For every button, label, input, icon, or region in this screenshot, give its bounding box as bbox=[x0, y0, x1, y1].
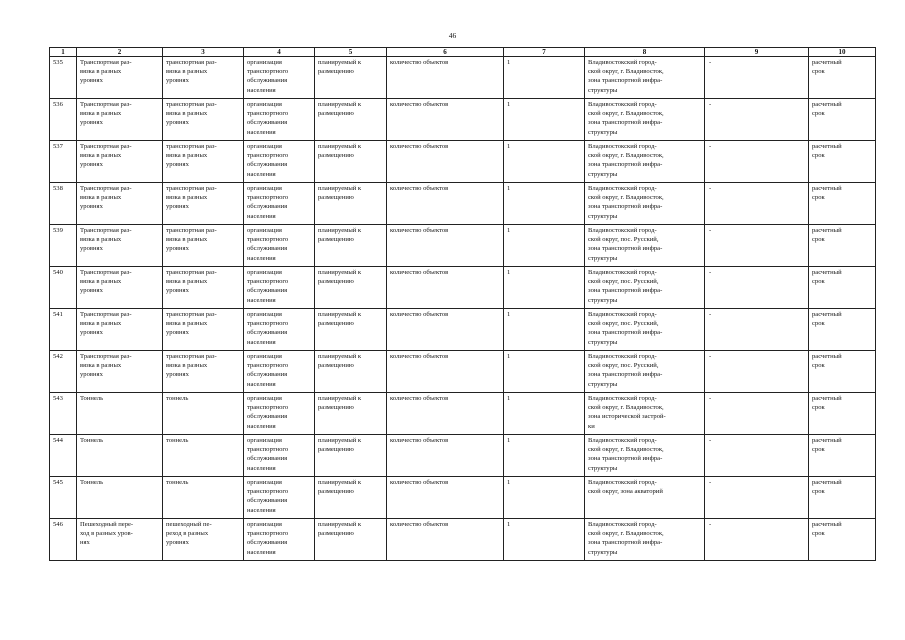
row-number-cell: 540 bbox=[50, 267, 77, 309]
protection-zone-cell: - bbox=[705, 225, 809, 267]
characteristic-cell: количество объектов bbox=[387, 477, 504, 519]
implementation-period-cell: расчетный срок bbox=[809, 183, 876, 225]
status-cell: планируемый к размещению bbox=[315, 57, 387, 99]
status-cell: планируемый к размещению bbox=[315, 225, 387, 267]
object-type-cell: тоннель bbox=[163, 393, 244, 435]
status-cell: планируемый к размещению bbox=[315, 141, 387, 183]
value-cell: 1 bbox=[504, 267, 585, 309]
protection-zone-cell: - bbox=[705, 519, 809, 561]
characteristic-cell: количество объектов bbox=[387, 57, 504, 99]
protection-zone-cell: - bbox=[705, 57, 809, 99]
characteristic-cell: количество объектов bbox=[387, 183, 504, 225]
object-type-cell: транспортная раз- вязка в разных уровнях bbox=[163, 99, 244, 141]
value-cell: 1 bbox=[504, 225, 585, 267]
object-name-cell: Тоннель bbox=[77, 477, 163, 519]
characteristic-cell: количество объектов bbox=[387, 267, 504, 309]
table-row bbox=[50, 351, 876, 393]
value-cell: 1 bbox=[504, 435, 585, 477]
value-cell: 1 bbox=[504, 57, 585, 99]
object-name-cell: Транспортная раз- вязка в разных уровнях bbox=[77, 141, 163, 183]
object-name-cell: Транспортная раз- вязка в разных уровнях bbox=[77, 99, 163, 141]
column-header: 4 bbox=[244, 48, 315, 57]
object-type-cell: пешеходный пе- реход в разных уровнях bbox=[163, 519, 244, 561]
implementation-period-cell: расчетный срок bbox=[809, 477, 876, 519]
row-number-cell: 544 bbox=[50, 435, 77, 477]
table-row bbox=[50, 99, 876, 141]
row-number-cell: 539 bbox=[50, 225, 77, 267]
table-row bbox=[50, 183, 876, 225]
object-type-cell: транспортная раз- вязка в разных уровнях bbox=[163, 267, 244, 309]
object-type-cell: тоннель bbox=[163, 477, 244, 519]
location-cell: Владивостокский город- ской округ, г. Владивосток, зона транспортной инфра- структуры bbox=[585, 435, 705, 477]
row-number-cell: 536 bbox=[50, 99, 77, 141]
status-cell: планируемый к размещению bbox=[315, 99, 387, 141]
row-number-cell: 546 bbox=[50, 519, 77, 561]
location-cell: Владивостокский город- ской округ, г. Владивосток, зона транспортной инфра- структуры bbox=[585, 183, 705, 225]
status-cell: планируемый к размещению bbox=[315, 477, 387, 519]
protection-zone-cell: - bbox=[705, 309, 809, 351]
table-row bbox=[50, 435, 876, 477]
column-header: 2 bbox=[77, 48, 163, 57]
value-cell: 1 bbox=[504, 309, 585, 351]
location-cell: Владивостокский город- ской округ, г. Владивосток, зона транспортной инфра- структуры bbox=[585, 141, 705, 183]
column-header: 10 bbox=[809, 48, 876, 57]
objects-table bbox=[49, 47, 876, 561]
purpose-cell: организация транспортного обслуживания населения bbox=[244, 393, 315, 435]
protection-zone-cell: - bbox=[705, 267, 809, 309]
object-name-cell: Тоннель bbox=[77, 393, 163, 435]
column-header: 8 bbox=[585, 48, 705, 57]
location-cell: Владивостокский город- ской округ, г. Владивосток, зона транспортной инфра- структуры bbox=[585, 519, 705, 561]
implementation-period-cell: расчетный срок bbox=[809, 57, 876, 99]
location-cell: Владивостокский город- ской округ, пос. Русский, зона транспортной инфра- структуры bbox=[585, 267, 705, 309]
location-cell: Владивостокский город- ской округ, г. Владивосток, зона исторической застрой- ки bbox=[585, 393, 705, 435]
column-header: 3 bbox=[163, 48, 244, 57]
protection-zone-cell: - bbox=[705, 183, 809, 225]
table-row bbox=[50, 225, 876, 267]
table-body bbox=[50, 57, 876, 561]
column-header: 9 bbox=[705, 48, 809, 57]
row-number-cell: 542 bbox=[50, 351, 77, 393]
row-number-cell: 538 bbox=[50, 183, 77, 225]
status-cell: планируемый к размещению bbox=[315, 519, 387, 561]
table-row bbox=[50, 393, 876, 435]
implementation-period-cell: расчетный срок bbox=[809, 225, 876, 267]
object-name-cell: Транспортная раз- вязка в разных уровнях bbox=[77, 183, 163, 225]
object-type-cell: транспортная раз- вязка в разных уровнях bbox=[163, 351, 244, 393]
row-number-cell: 543 bbox=[50, 393, 77, 435]
implementation-period-cell: расчетный срок bbox=[809, 393, 876, 435]
object-type-cell: транспортная раз- вязка в разных уровнях bbox=[163, 309, 244, 351]
table-row bbox=[50, 57, 876, 99]
purpose-cell: организация транспортного обслуживания населения bbox=[244, 267, 315, 309]
column-header: 5 bbox=[315, 48, 387, 57]
purpose-cell: организация транспортного обслуживания населения bbox=[244, 141, 315, 183]
protection-zone-cell: - bbox=[705, 99, 809, 141]
object-type-cell: транспортная раз- вязка в разных уровнях bbox=[163, 141, 244, 183]
implementation-period-cell: расчетный срок bbox=[809, 519, 876, 561]
value-cell: 1 bbox=[504, 477, 585, 519]
object-name-cell: Транспортная раз- вязка в разных уровнях bbox=[77, 225, 163, 267]
table-row bbox=[50, 141, 876, 183]
row-number-cell: 537 bbox=[50, 141, 77, 183]
value-cell: 1 bbox=[504, 141, 585, 183]
object-type-cell: транспортная раз- вязка в разных уровнях bbox=[163, 183, 244, 225]
row-number-cell: 535 bbox=[50, 57, 77, 99]
object-type-cell: тоннель bbox=[163, 435, 244, 477]
implementation-period-cell: расчетный срок bbox=[809, 267, 876, 309]
table-header-row bbox=[50, 48, 876, 57]
value-cell: 1 bbox=[504, 99, 585, 141]
purpose-cell: организация транспортного обслуживания населения bbox=[244, 309, 315, 351]
status-cell: планируемый к размещению bbox=[315, 309, 387, 351]
object-name-cell: Транспортная раз- вязка в разных уровнях bbox=[77, 57, 163, 99]
purpose-cell: организация транспортного обслуживания населения bbox=[244, 351, 315, 393]
protection-zone-cell: - bbox=[705, 351, 809, 393]
characteristic-cell: количество объектов bbox=[387, 309, 504, 351]
implementation-period-cell: расчетный срок bbox=[809, 435, 876, 477]
page-number: 46 bbox=[448, 31, 457, 40]
object-name-cell: Пешеходный пере- ход в разных уров- нях bbox=[77, 519, 163, 561]
purpose-cell: организация транспортного обслуживания населения bbox=[244, 183, 315, 225]
object-type-cell: транспортная раз- вязка в разных уровнях bbox=[163, 225, 244, 267]
table-row bbox=[50, 267, 876, 309]
status-cell: планируемый к размещению bbox=[315, 393, 387, 435]
object-name-cell: Транспортная раз- вязка в разных уровнях bbox=[77, 351, 163, 393]
object-name-cell: Транспортная раз- вязка в разных уровнях bbox=[77, 267, 163, 309]
value-cell: 1 bbox=[504, 183, 585, 225]
value-cell: 1 bbox=[504, 393, 585, 435]
value-cell: 1 bbox=[504, 351, 585, 393]
table-row bbox=[50, 477, 876, 519]
column-header: 1 bbox=[50, 48, 77, 57]
location-cell: Владивостокский город- ской округ, г. Владивосток, зона транспортной инфра- структуры bbox=[585, 57, 705, 99]
column-header: 7 bbox=[504, 48, 585, 57]
status-cell: планируемый к размещению bbox=[315, 351, 387, 393]
location-cell: Владивостокский город- ской округ, пос. Русский, зона транспортной инфра- структуры bbox=[585, 351, 705, 393]
value-cell: 1 bbox=[504, 519, 585, 561]
object-name-cell: Тоннель bbox=[77, 435, 163, 477]
location-cell: Владивостокский город- ской округ, зона акваторий bbox=[585, 477, 705, 519]
purpose-cell: организация транспортного обслуживания населения bbox=[244, 57, 315, 99]
location-cell: Владивостокский город- ской округ, пос. Русский, зона транспортной инфра- структуры bbox=[585, 225, 705, 267]
characteristic-cell: количество объектов bbox=[387, 393, 504, 435]
purpose-cell: организация транспортного обслуживания населения bbox=[244, 519, 315, 561]
characteristic-cell: количество объектов bbox=[387, 99, 504, 141]
purpose-cell: организация транспортного обслуживания населения bbox=[244, 225, 315, 267]
characteristic-cell: количество объектов bbox=[387, 141, 504, 183]
column-header: 6 bbox=[387, 48, 504, 57]
table-row bbox=[50, 519, 876, 561]
purpose-cell: организация транспортного обслуживания населения bbox=[244, 99, 315, 141]
status-cell: планируемый к размещению bbox=[315, 267, 387, 309]
object-type-cell: транспортная раз- вязка в разных уровнях bbox=[163, 57, 244, 99]
protection-zone-cell: - bbox=[705, 435, 809, 477]
location-cell: Владивостокский город- ской округ, пос. Русский, зона транспортной инфра- структуры bbox=[585, 309, 705, 351]
row-number-cell: 545 bbox=[50, 477, 77, 519]
row-number-cell: 541 bbox=[50, 309, 77, 351]
location-cell: Владивостокский город- ской округ, г. Владивосток, зона транспортной инфра- структуры bbox=[585, 99, 705, 141]
purpose-cell: организация транспортного обслуживания населения bbox=[244, 435, 315, 477]
object-name-cell: Транспортная раз- вязка в разных уровнях bbox=[77, 309, 163, 351]
implementation-period-cell: расчетный срок bbox=[809, 99, 876, 141]
characteristic-cell: количество объектов bbox=[387, 435, 504, 477]
implementation-period-cell: расчетный срок bbox=[809, 309, 876, 351]
status-cell: планируемый к размещению bbox=[315, 183, 387, 225]
characteristic-cell: количество объектов bbox=[387, 351, 504, 393]
protection-zone-cell: - bbox=[705, 393, 809, 435]
implementation-period-cell: расчетный срок bbox=[809, 141, 876, 183]
protection-zone-cell: - bbox=[705, 477, 809, 519]
status-cell: планируемый к размещению bbox=[315, 435, 387, 477]
purpose-cell: организация транспортного обслуживания населения bbox=[244, 477, 315, 519]
characteristic-cell: количество объектов bbox=[387, 225, 504, 267]
table-row bbox=[50, 309, 876, 351]
characteristic-cell: количество объектов bbox=[387, 519, 504, 561]
protection-zone-cell: - bbox=[705, 141, 809, 183]
implementation-period-cell: расчетный срок bbox=[809, 351, 876, 393]
